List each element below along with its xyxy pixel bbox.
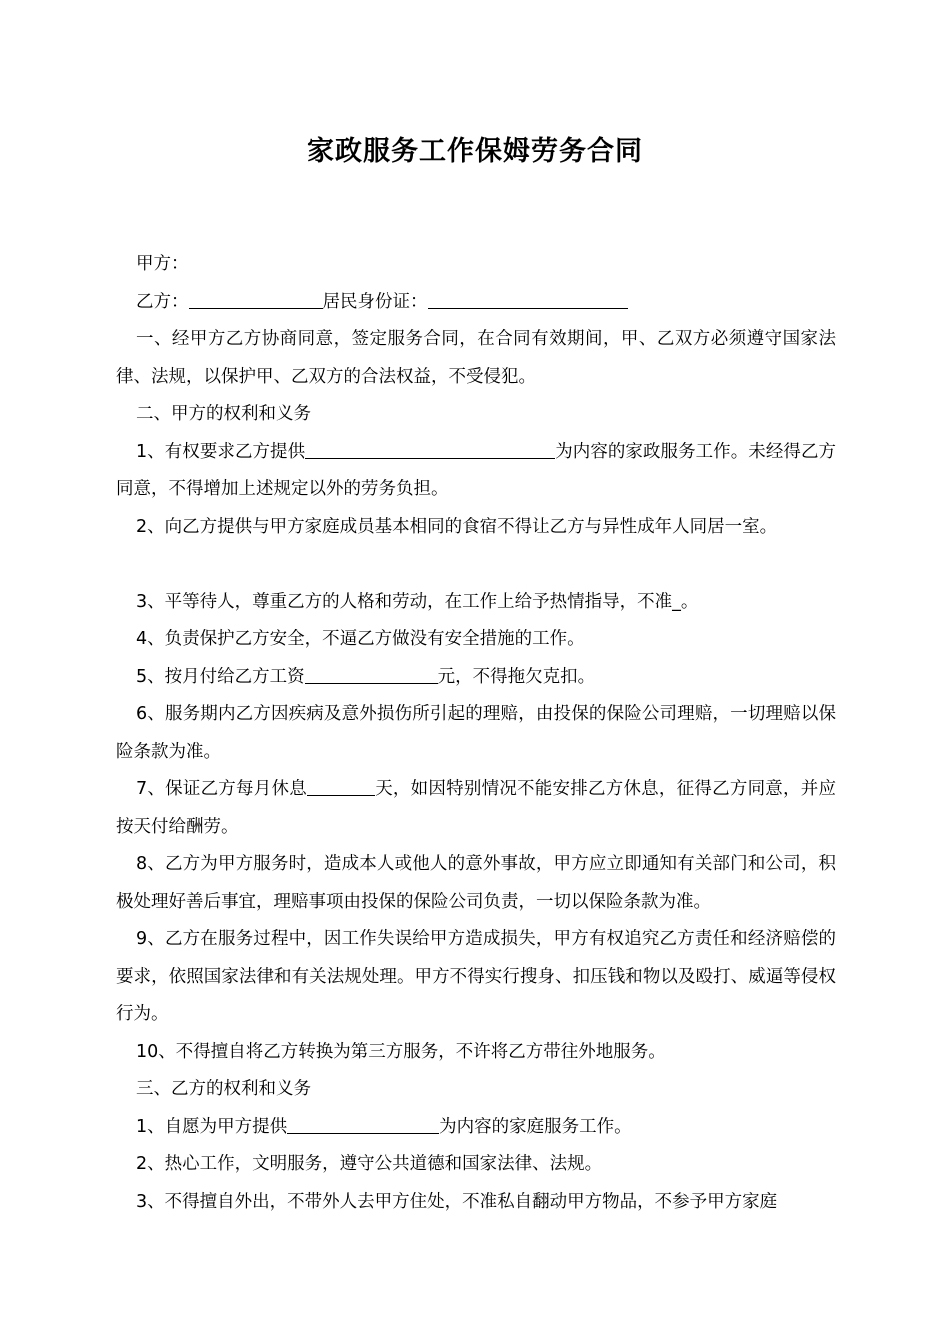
id-card-blank: [428, 290, 628, 309]
clause-1: 一、经甲方乙方协商同意，签定服务合同，在合同有效期间，甲、乙双方必须遵守国家法律、法规，以保护甲、乙双方的合法权益，不受侵犯。: [116, 329, 836, 387]
clause-b3: 3、不得擅自外出，不带外人去甲方住处，不准私自翻动甲方物品，不参予甲方家庭: [136, 1191, 778, 1212]
party-a-line: [116, 246, 836, 284]
paragraph-gap: [116, 546, 836, 584]
clause-a4: 4、负责保护乙方安全，不逼乙方做没有安全措施的工作。: [136, 629, 585, 649]
clause-a5-pre: 5、按月付给乙方工资: [136, 666, 305, 687]
clause-b1-pre: 1、自愿为甲方提供: [136, 1116, 288, 1137]
party-b-name-blank: [189, 290, 323, 309]
clause-a2: 2、向乙方提供与甲方家庭成员基本相同的食宿不得让乙方与异性成年人同居一室。: [136, 516, 778, 537]
clause-a9: 9、乙方在服务过程中，因工作失误给甲方造成损失，甲方有权追究乙方责任和经济赔偿的要求，依照国家法律和有关法规处理。甲方不得实行搜身、扣压钱和物以及殴打、威逼等侵权行为。: [116, 929, 836, 1024]
clause-a5: [116, 659, 836, 697]
service-content-blank: [305, 440, 555, 459]
clause-a10: 10、不得擅自将乙方转换为第三方服务，不许将乙方带往外地服务。: [136, 1041, 666, 1062]
section-2-heading: 二、甲方的权利和义务: [136, 404, 311, 424]
clause-a1-post: 为内容的家政服务工作。未经得乙方同意，不得增加上述规定以外的劳务负担。: [116, 441, 836, 499]
clause-b1: [116, 1109, 836, 1147]
clause-a5-post: 元，不得拖欠克扣。: [437, 666, 596, 687]
clause-b1-post: 为内容的家庭服务工作。: [439, 1116, 632, 1137]
service-offer-blank: [287, 1115, 439, 1134]
clause-a1-pre: 1、有权要求乙方提供: [136, 441, 306, 462]
party-b-line: [116, 284, 836, 322]
document-title: 家政服务工作保姆劳务合同: [307, 136, 643, 167]
party-b-label: 乙方：: [136, 291, 189, 312]
section-3-heading: 三、乙方的权利和义务: [136, 1079, 311, 1099]
party-a-label: 甲方：: [136, 254, 189, 274]
clause-b2: 2、热心工作，文明服务，遵守公共道德和国家法律、法规。: [136, 1154, 603, 1174]
clause-a8: 8、乙方为甲方服务时，造成本人或他人的意外事故，甲方应立即通知有关部门和公司，积极处理好善后事宜，理赔事项由投保的保险公司负责，一切以保险条款为准。: [116, 854, 836, 912]
clause-a3: 3、平等待人，尊重乙方的人格和劳动，在工作上给予热情指导，不准_。: [136, 591, 699, 612]
rest-days-blank: [307, 778, 375, 797]
wage-blank: [305, 665, 438, 684]
clause-a7-pre: 7、保证乙方每月休息: [136, 779, 307, 799]
clause-a7-post: 天，如因特别情况不能安排乙方休息，征得乙方同意，并应按天付给酬劳。: [116, 779, 837, 837]
id-card-label: 居民身份证：: [322, 291, 428, 312]
clause-a7: [116, 771, 836, 846]
contract-body: [116, 246, 836, 1221]
clause-a6: 6、服务期内乙方因疾病及意外损伤所引起的理赔，由投保的保险公司理赔，一切理赔以保险条款为准。: [116, 704, 836, 762]
clause-a1: [116, 434, 836, 509]
